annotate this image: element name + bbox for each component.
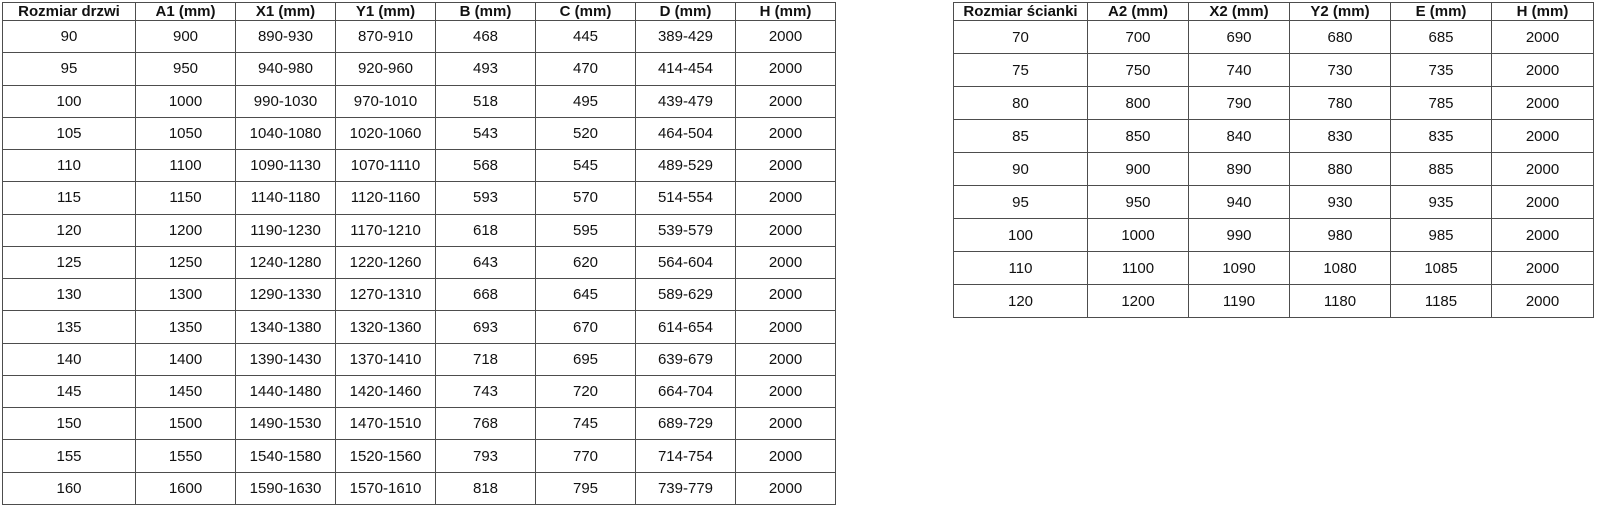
table-cell: 100 [3, 85, 136, 117]
table-cell: 135 [3, 311, 136, 343]
table-cell: 835 [1391, 120, 1492, 153]
table-cell: 120 [954, 285, 1088, 318]
table-cell: 1520-1560 [336, 440, 436, 472]
table-cell: 595 [536, 214, 636, 246]
table-cell: 1550 [136, 440, 236, 472]
table-row [3, 21, 836, 53]
table-cell: 389-429 [636, 21, 736, 53]
table-row [3, 150, 836, 182]
column-header: X2 (mm) [1189, 3, 1290, 21]
table-cell: 120 [3, 214, 136, 246]
table-row [954, 153, 1594, 186]
table-cell: 100 [954, 219, 1088, 252]
column-header: H (mm) [1492, 3, 1594, 21]
table-cell: 1000 [136, 85, 236, 117]
table-cell: 1100 [136, 150, 236, 182]
table-cell: 2000 [1492, 87, 1594, 120]
table-cell: 155 [3, 440, 136, 472]
table-row [3, 408, 836, 440]
table-cell: 2000 [736, 150, 836, 182]
table-cell: 900 [1088, 153, 1189, 186]
table-row [3, 53, 836, 85]
table-cell: 614-654 [636, 311, 736, 343]
table-cell: 745 [536, 408, 636, 440]
table-cell: 830 [1290, 120, 1391, 153]
wall-size-table [953, 2, 1594, 318]
table-cell: 870-910 [336, 21, 436, 53]
table-cell: 1600 [136, 472, 236, 504]
table-cell: 950 [136, 53, 236, 85]
table-cell: 793 [436, 440, 536, 472]
table-cell: 785 [1391, 87, 1492, 120]
table-cell: 840 [1189, 120, 1290, 153]
table-cell: 780 [1290, 87, 1391, 120]
table-cell: 1540-1580 [236, 440, 336, 472]
table-row [3, 117, 836, 149]
table-row [3, 246, 836, 278]
table-cell: 568 [436, 150, 536, 182]
table-cell: 890 [1189, 153, 1290, 186]
table-cell: 2000 [1492, 285, 1594, 318]
table-cell: 1350 [136, 311, 236, 343]
table-cell: 1500 [136, 408, 236, 440]
table-cell: 1090-1130 [236, 150, 336, 182]
table-cell: 1300 [136, 279, 236, 311]
table-cell: 1490-1530 [236, 408, 336, 440]
table-cell: 445 [536, 21, 636, 53]
table-cell: 980 [1290, 219, 1391, 252]
table-cell: 2000 [1492, 186, 1594, 219]
table-cell: 593 [436, 182, 536, 214]
table-cell: 940 [1189, 186, 1290, 219]
table-row [954, 87, 1594, 120]
table-cell: 1190 [1189, 285, 1290, 318]
table-cell: 1170-1210 [336, 214, 436, 246]
table-cell: 470 [536, 53, 636, 85]
table-cell: 439-479 [636, 85, 736, 117]
table-row [954, 285, 1594, 318]
header-row [3, 3, 836, 21]
table-cell: 790 [1189, 87, 1290, 120]
table-cell: 1180 [1290, 285, 1391, 318]
table-cell: 2000 [1492, 153, 1594, 186]
table-cell: 970-1010 [336, 85, 436, 117]
door-size-table [2, 2, 836, 505]
table-cell: 643 [436, 246, 536, 278]
table-cell: 2000 [1492, 54, 1594, 87]
table-cell: 150 [3, 408, 136, 440]
table-cell: 90 [3, 21, 136, 53]
table-cell: 739-779 [636, 472, 736, 504]
table-row [3, 279, 836, 311]
table-row [3, 214, 836, 246]
table-row [3, 85, 836, 117]
table-cell: 1420-1460 [336, 375, 436, 407]
table-cell: 70 [954, 21, 1088, 54]
table-cell: 1220-1260 [336, 246, 436, 278]
table-cell: 1150 [136, 182, 236, 214]
table-cell: 689-729 [636, 408, 736, 440]
table-cell: 990 [1189, 219, 1290, 252]
table-cell: 2000 [736, 440, 836, 472]
column-header: H (mm) [736, 3, 836, 21]
header-row [954, 3, 1594, 21]
table-row [3, 472, 836, 504]
table-cell: 2000 [736, 85, 836, 117]
table-cell: 414-454 [636, 53, 736, 85]
column-header: C (mm) [536, 3, 636, 21]
table-cell: 1400 [136, 343, 236, 375]
table-cell: 95 [954, 186, 1088, 219]
table-row [954, 54, 1594, 87]
table-cell: 2000 [736, 343, 836, 375]
table-cell: 2000 [736, 117, 836, 149]
table-cell: 700 [1088, 21, 1189, 54]
table-cell: 1185 [1391, 285, 1492, 318]
table-cell: 718 [436, 343, 536, 375]
table-cell: 80 [954, 87, 1088, 120]
column-header: Y2 (mm) [1290, 3, 1391, 21]
table-cell: 880 [1290, 153, 1391, 186]
column-header: E (mm) [1391, 3, 1492, 21]
table-cell: 85 [954, 120, 1088, 153]
table-cell: 985 [1391, 219, 1492, 252]
table-cell: 885 [1391, 153, 1492, 186]
table-cell: 2000 [736, 182, 836, 214]
column-header: D (mm) [636, 3, 736, 21]
table-row [3, 311, 836, 343]
table-cell: 589-629 [636, 279, 736, 311]
table-cell: 1270-1310 [336, 279, 436, 311]
table-cell: 1070-1110 [336, 150, 436, 182]
table-cell: 564-604 [636, 246, 736, 278]
table-cell: 110 [954, 252, 1088, 285]
table-cell: 2000 [1492, 21, 1594, 54]
table-cell: 140 [3, 343, 136, 375]
column-header: A1 (mm) [136, 3, 236, 21]
column-header: A2 (mm) [1088, 3, 1189, 21]
table-cell: 2000 [736, 53, 836, 85]
table-cell: 160 [3, 472, 136, 504]
table-cell: 770 [536, 440, 636, 472]
column-header: Rozmiar ścianki [954, 3, 1088, 21]
table-cell: 900 [136, 21, 236, 53]
table-cell: 1200 [136, 214, 236, 246]
table-cell: 1290-1330 [236, 279, 336, 311]
table-cell: 468 [436, 21, 536, 53]
table-cell: 570 [536, 182, 636, 214]
table-cell: 1240-1280 [236, 246, 336, 278]
table-cell: 950 [1088, 186, 1189, 219]
table-cell: 2000 [1492, 219, 1594, 252]
table-row [954, 186, 1594, 219]
table-cell: 2000 [736, 279, 836, 311]
table-cell: 795 [536, 472, 636, 504]
table-cell: 1570-1610 [336, 472, 436, 504]
table-cell: 990-1030 [236, 85, 336, 117]
table-cell: 930 [1290, 186, 1391, 219]
table-cell: 850 [1088, 120, 1189, 153]
table-cell: 110 [3, 150, 136, 182]
table-cell: 1090 [1189, 252, 1290, 285]
table-cell: 645 [536, 279, 636, 311]
table-row [954, 252, 1594, 285]
table-row [954, 219, 1594, 252]
table-cell: 105 [3, 117, 136, 149]
table-cell: 1100 [1088, 252, 1189, 285]
column-header: Rozmiar drzwi [3, 3, 136, 21]
table-cell: 1040-1080 [236, 117, 336, 149]
column-header: X1 (mm) [236, 3, 336, 21]
table-row [3, 343, 836, 375]
table-cell: 1440-1480 [236, 375, 336, 407]
table-cell: 685 [1391, 21, 1492, 54]
table-cell: 818 [436, 472, 536, 504]
table-cell: 518 [436, 85, 536, 117]
table-cell: 1370-1410 [336, 343, 436, 375]
table-cell: 2000 [736, 408, 836, 440]
table-cell: 125 [3, 246, 136, 278]
table-cell: 545 [536, 150, 636, 182]
table-cell: 1390-1430 [236, 343, 336, 375]
table-row [3, 182, 836, 214]
table-cell: 130 [3, 279, 136, 311]
table-cell: 95 [3, 53, 136, 85]
table-cell: 1085 [1391, 252, 1492, 285]
table-cell: 935 [1391, 186, 1492, 219]
table-cell: 1590-1630 [236, 472, 336, 504]
table-cell: 1140-1180 [236, 182, 336, 214]
table-cell: 743 [436, 375, 536, 407]
table-cell: 2000 [736, 214, 836, 246]
table-cell: 920-960 [336, 53, 436, 85]
table-row [3, 440, 836, 472]
table-row [3, 375, 836, 407]
table-cell: 1020-1060 [336, 117, 436, 149]
table-cell: 464-504 [636, 117, 736, 149]
table-cell: 1320-1360 [336, 311, 436, 343]
table-cell: 2000 [736, 21, 836, 53]
table-cell: 620 [536, 246, 636, 278]
table-cell: 740 [1189, 54, 1290, 87]
table-cell: 618 [436, 214, 536, 246]
table-cell: 1200 [1088, 285, 1189, 318]
table-cell: 1050 [136, 117, 236, 149]
table-cell: 670 [536, 311, 636, 343]
table-cell: 890-930 [236, 21, 336, 53]
table-cell: 2000 [736, 246, 836, 278]
table-cell: 695 [536, 343, 636, 375]
table-cell: 1470-1510 [336, 408, 436, 440]
table-cell: 714-754 [636, 440, 736, 472]
table-cell: 1190-1230 [236, 214, 336, 246]
table-cell: 664-704 [636, 375, 736, 407]
table-cell: 2000 [736, 311, 836, 343]
table-cell: 735 [1391, 54, 1492, 87]
column-header: Y1 (mm) [336, 3, 436, 21]
table-cell: 2000 [736, 375, 836, 407]
table-cell: 639-679 [636, 343, 736, 375]
wall-size-table-container [953, 2, 1594, 318]
table-cell: 1080 [1290, 252, 1391, 285]
table-cell: 489-529 [636, 150, 736, 182]
table-cell: 768 [436, 408, 536, 440]
table-cell: 2000 [1492, 252, 1594, 285]
table-cell: 1000 [1088, 219, 1189, 252]
table-cell: 495 [536, 85, 636, 117]
table-cell: 800 [1088, 87, 1189, 120]
table-cell: 493 [436, 53, 536, 85]
table-cell: 2000 [1492, 120, 1594, 153]
table-cell: 720 [536, 375, 636, 407]
table-cell: 1340-1380 [236, 311, 336, 343]
table-cell: 2000 [736, 472, 836, 504]
table-row [954, 21, 1594, 54]
table-cell: 690 [1189, 21, 1290, 54]
table-cell: 145 [3, 375, 136, 407]
table-cell: 90 [954, 153, 1088, 186]
table-cell: 940-980 [236, 53, 336, 85]
table-cell: 730 [1290, 54, 1391, 87]
table-cell: 539-579 [636, 214, 736, 246]
table-cell: 750 [1088, 54, 1189, 87]
table-cell: 1450 [136, 375, 236, 407]
table-cell: 514-554 [636, 182, 736, 214]
table-row [954, 120, 1594, 153]
table-cell: 115 [3, 182, 136, 214]
table-cell: 680 [1290, 21, 1391, 54]
table-cell: 1120-1160 [336, 182, 436, 214]
table-cell: 75 [954, 54, 1088, 87]
table-cell: 543 [436, 117, 536, 149]
table-cell: 668 [436, 279, 536, 311]
column-header: B (mm) [436, 3, 536, 21]
table-cell: 1250 [136, 246, 236, 278]
table-cell: 520 [536, 117, 636, 149]
door-size-table-container [2, 2, 836, 505]
table-cell: 693 [436, 311, 536, 343]
